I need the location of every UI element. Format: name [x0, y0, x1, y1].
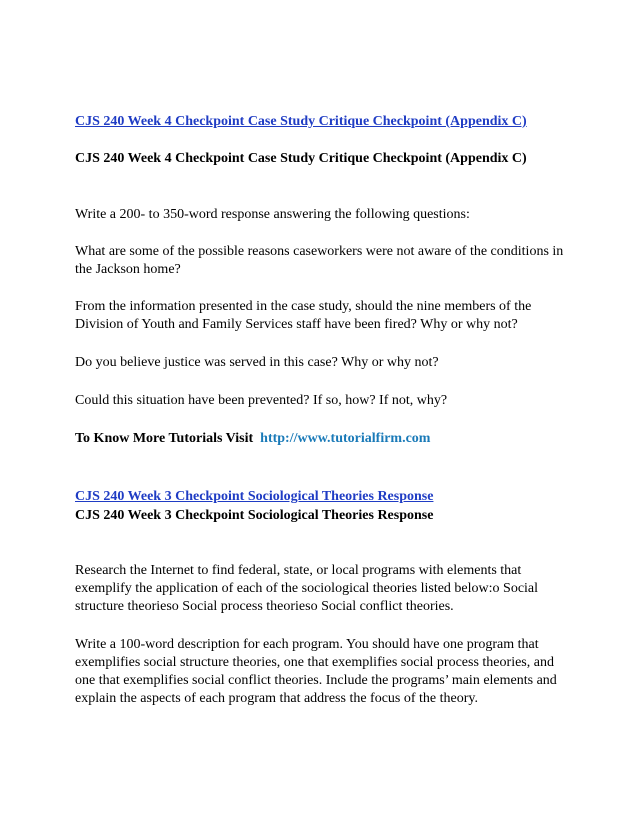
section1-paragraph-3: From the information presented in the case study, should the nine members of the Division of Youth and Family Services staff have been fired? Why or why not? [75, 299, 532, 332]
section1-heading: CJS 240 Week 4 Checkpoint Case Study Critique Checkpoint (Appendix C) [75, 151, 527, 166]
section1-cta-label: To Know More Tutorials Visit [75, 431, 254, 446]
section1-link-title-wrapper [75, 113, 575, 131]
section1-paragraph-2: What are some of the possible reasons caseworkers were not aware of the conditions in the Jackson home? [75, 244, 564, 277]
section2-paragraph-1: Research the Internet to find federal, state, or local programs with elements that exemplify the application of each of the sociological theories listed below:o Social structure theorieso Social process theorieso Social conflict theories. [75, 563, 539, 614]
section1-cta-url[interactable]: http://www.tutorialfirm.com [260, 431, 431, 446]
section1-paragraph-4: Do you believe justice was served in this case? Why or why not? [75, 355, 439, 370]
section1-paragraph-5: Could this situation have been prevented? If so, how? If not, why? [75, 393, 448, 408]
section1-link-title[interactable]: CJS 240 Week 4 Checkpoint Case Study Critique Checkpoint (Appendix C) [75, 114, 527, 129]
section1-cta [75, 430, 575, 448]
section2-link-title-wrapper [75, 488, 575, 506]
section2-link-title[interactable]: CJS 240 Week 3 Checkpoint Sociological Theories Response [75, 489, 434, 504]
section1-paragraph-1: Write a 200- to 350-word response answering the following questions: [75, 207, 470, 222]
section2-heading: CJS 240 Week 3 Checkpoint Sociological Theories Response [75, 508, 434, 523]
section2-paragraph-2: Write a 100-word description for each program. You should have one program that exemplifies social structure theories, one that exemplifies social process theories, and one that exemplifies social conflict theories. Include the programs’ main elements and explain the aspects of each program that address the focus of the theory. [75, 637, 557, 706]
